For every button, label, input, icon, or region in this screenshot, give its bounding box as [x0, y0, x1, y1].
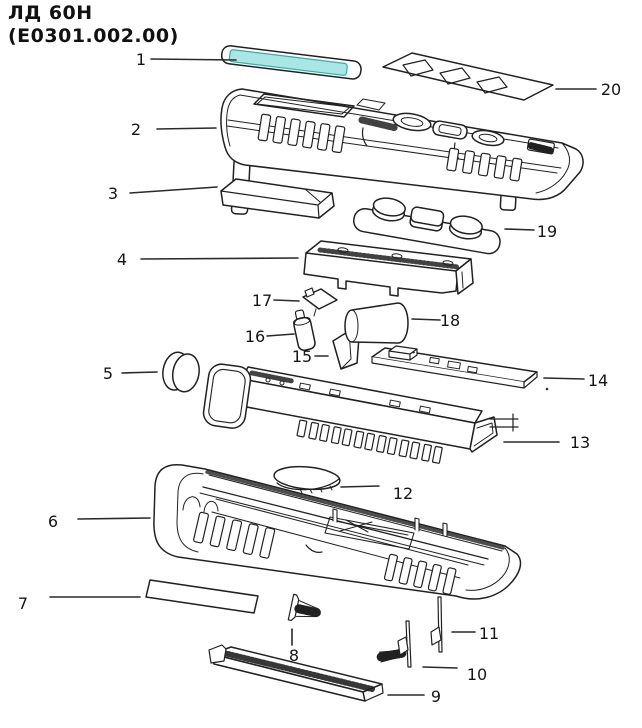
leader-16 [267, 334, 294, 336]
part-label-17: 17 [251, 291, 273, 310]
part-label-18: 18 [439, 311, 461, 330]
screw-threads [299, 609, 317, 613]
part-11-pin [431, 597, 442, 652]
part-label-10: 10 [466, 665, 488, 684]
part-label-3: 3 [107, 184, 119, 203]
part-1-display-window [221, 45, 362, 80]
title-block [8, 2, 179, 48]
part-14-pcb [372, 346, 548, 390]
part-17-bracket [303, 288, 337, 316]
part-label-7: 7 [17, 594, 29, 613]
part-5-lens [160, 350, 202, 394]
part-19-keypad [352, 196, 502, 255]
part-label-20: 20 [600, 80, 622, 99]
leader-5 [122, 372, 157, 373]
leader-18 [412, 319, 440, 320]
leader-19 [505, 229, 534, 230]
part-20-overlay-sheet [383, 53, 553, 100]
part-label-4: 4 [116, 250, 128, 269]
overlay-outline [383, 53, 553, 100]
screw-threads [381, 653, 402, 657]
part-8-screw [288, 594, 320, 625]
part-label-6: 6 [47, 512, 59, 531]
part-label-9: 9 [430, 687, 442, 706]
leader-2 [157, 128, 216, 129]
part-label-12: 12 [392, 484, 414, 503]
leader-3 [130, 187, 217, 193]
part-label-13: 13 [569, 433, 591, 452]
lens-barrel [202, 363, 252, 430]
model-name: ЛД 60Н [8, 2, 93, 24]
part-label-8: 8 [288, 646, 300, 665]
leader-12 [341, 486, 379, 487]
part-7-sticker [146, 580, 258, 613]
part-label-19: 19 [536, 222, 558, 241]
leader-14 [544, 378, 584, 379]
leader-1 [151, 59, 236, 60]
part-label-1: 1 [135, 50, 147, 69]
part-4-middle-frame [304, 241, 473, 296]
part-label-14: 14 [587, 371, 609, 390]
part-18-cylinder [345, 303, 408, 343]
cover-tab [209, 645, 226, 663]
model-code: (E0301.002.00) [8, 24, 179, 47]
part-10-screw-bracket [379, 621, 411, 667]
dot [546, 388, 549, 391]
part-label-11: 11 [478, 624, 500, 643]
part-label-2: 2 [130, 120, 142, 139]
part-16-cylinder [291, 309, 316, 352]
leader-10 [423, 667, 457, 668]
part-label-16: 16 [244, 327, 266, 346]
leader-4 [141, 258, 298, 259]
part-label-5: 5 [102, 364, 114, 383]
leader-6 [78, 518, 150, 519]
part-label-15: 15 [291, 347, 313, 366]
leader-17 [274, 300, 299, 301]
